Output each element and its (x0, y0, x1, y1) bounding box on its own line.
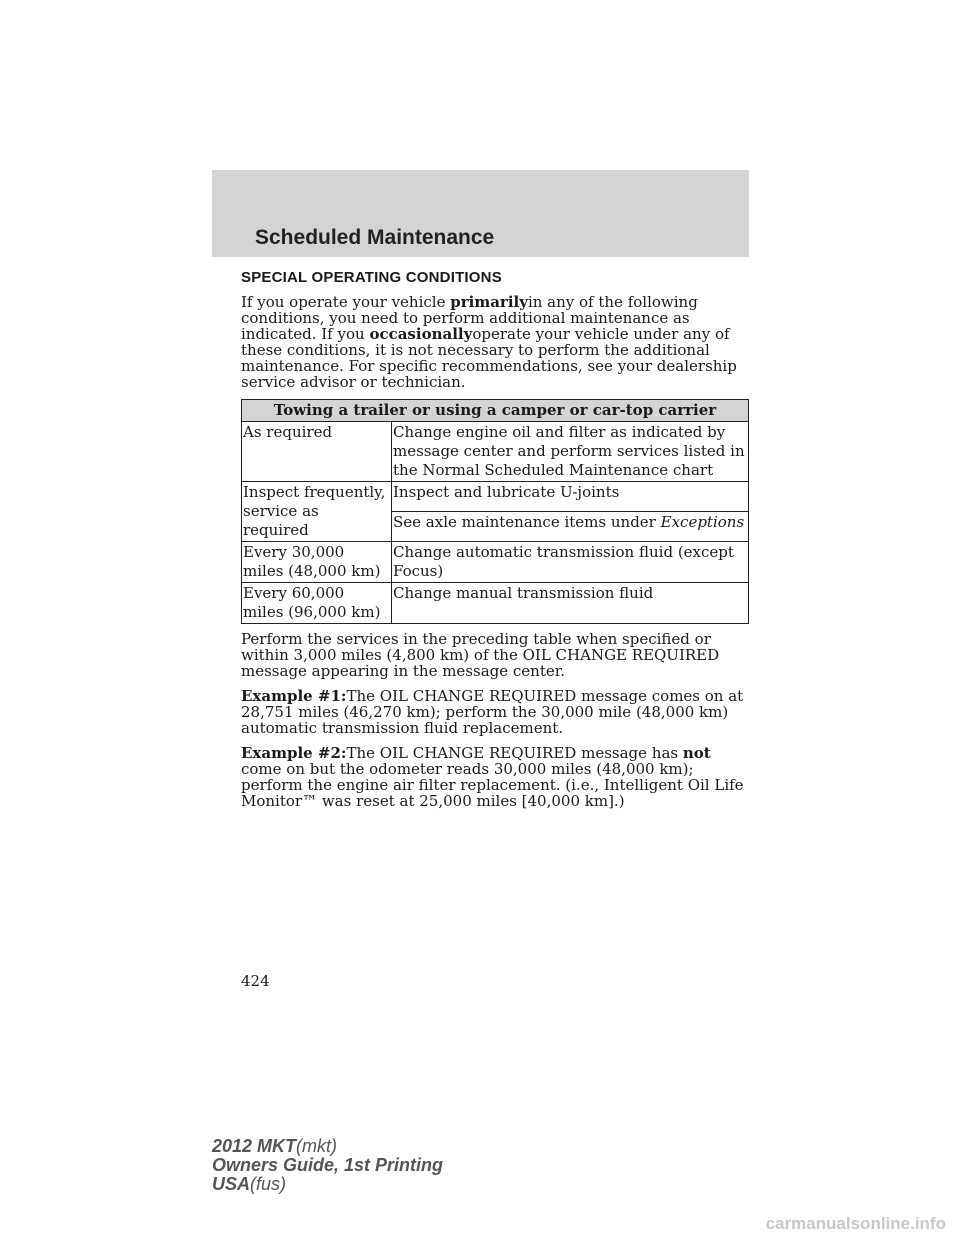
intro-paragraph: If you operate your vehicle primarilyin any of the following conditions, you need to perform additional maintenance as indicated. If you occasionallyoperate your vehicle under any of these conditions, it is not necessary to perform the additional maintenance. For specific recommendations, see your dealership service advisor or technician. (241, 293, 737, 391)
table-row (242, 542, 749, 583)
example-1-paragraph: Example #1:The OIL CHANGE REQUIRED message comes on at 28,751 miles (46,270 km); perform the 30,000 mile (48,000 km) automatic transmission fluid replacement. (241, 687, 744, 737)
action-cell: Change manual transmission fluid (392, 583, 749, 624)
interval-cell: Inspect frequently, service as required (242, 482, 392, 542)
example-2-paragraph: Example #2:The OIL CHANGE REQUIRED message has not come on but the odometer reads 30,000 miles (48,000 km); perform the engine air filter replacement. (i.e., Intelligent Oil Life Monitor™ was reset at 25,000 miles [40,000 km].) (241, 744, 744, 810)
interval-cell: As required (242, 422, 392, 482)
table-header-row (242, 400, 749, 422)
print-info: 2012 MKT(mkt) Owners Guide, 1st Printing USA(fus) (212, 1136, 444, 1194)
interval-cell: Every 60,000 miles (96,000 km) (242, 583, 392, 624)
table-row (242, 583, 749, 624)
action-cell: Change automatic transmission fluid (except Focus) (392, 542, 749, 583)
table-row (242, 422, 749, 482)
action-cell: See axle maintenance items under Exceptions (392, 512, 749, 542)
page-content (241, 266, 751, 818)
page-number: 424 (241, 972, 270, 990)
chapter-title: Scheduled Maintenance (255, 226, 495, 249)
table-header: Towing a trailer or using a camper or car-top carrier (242, 400, 749, 422)
table-row (242, 482, 749, 512)
watermark: carmanualsonline.info (765, 1214, 946, 1233)
towing-maintenance-table (241, 399, 749, 624)
interval-cell: Every 30,000 miles (48,000 km) (242, 542, 392, 583)
after-table-paragraph: Perform the services in the preceding table when specified or within 3,000 miles (4,800 km) of the OIL CHANGE REQUIRED message appearing in the message center. (241, 630, 720, 680)
action-cell: Inspect and lubricate U-joints (392, 482, 749, 512)
section-heading: SPECIAL OPERATING CONDITIONS (241, 269, 502, 286)
action-cell: Change engine oil and filter as indicated by message center and perform services listed in the Normal Scheduled Maintenance chart (392, 422, 749, 482)
